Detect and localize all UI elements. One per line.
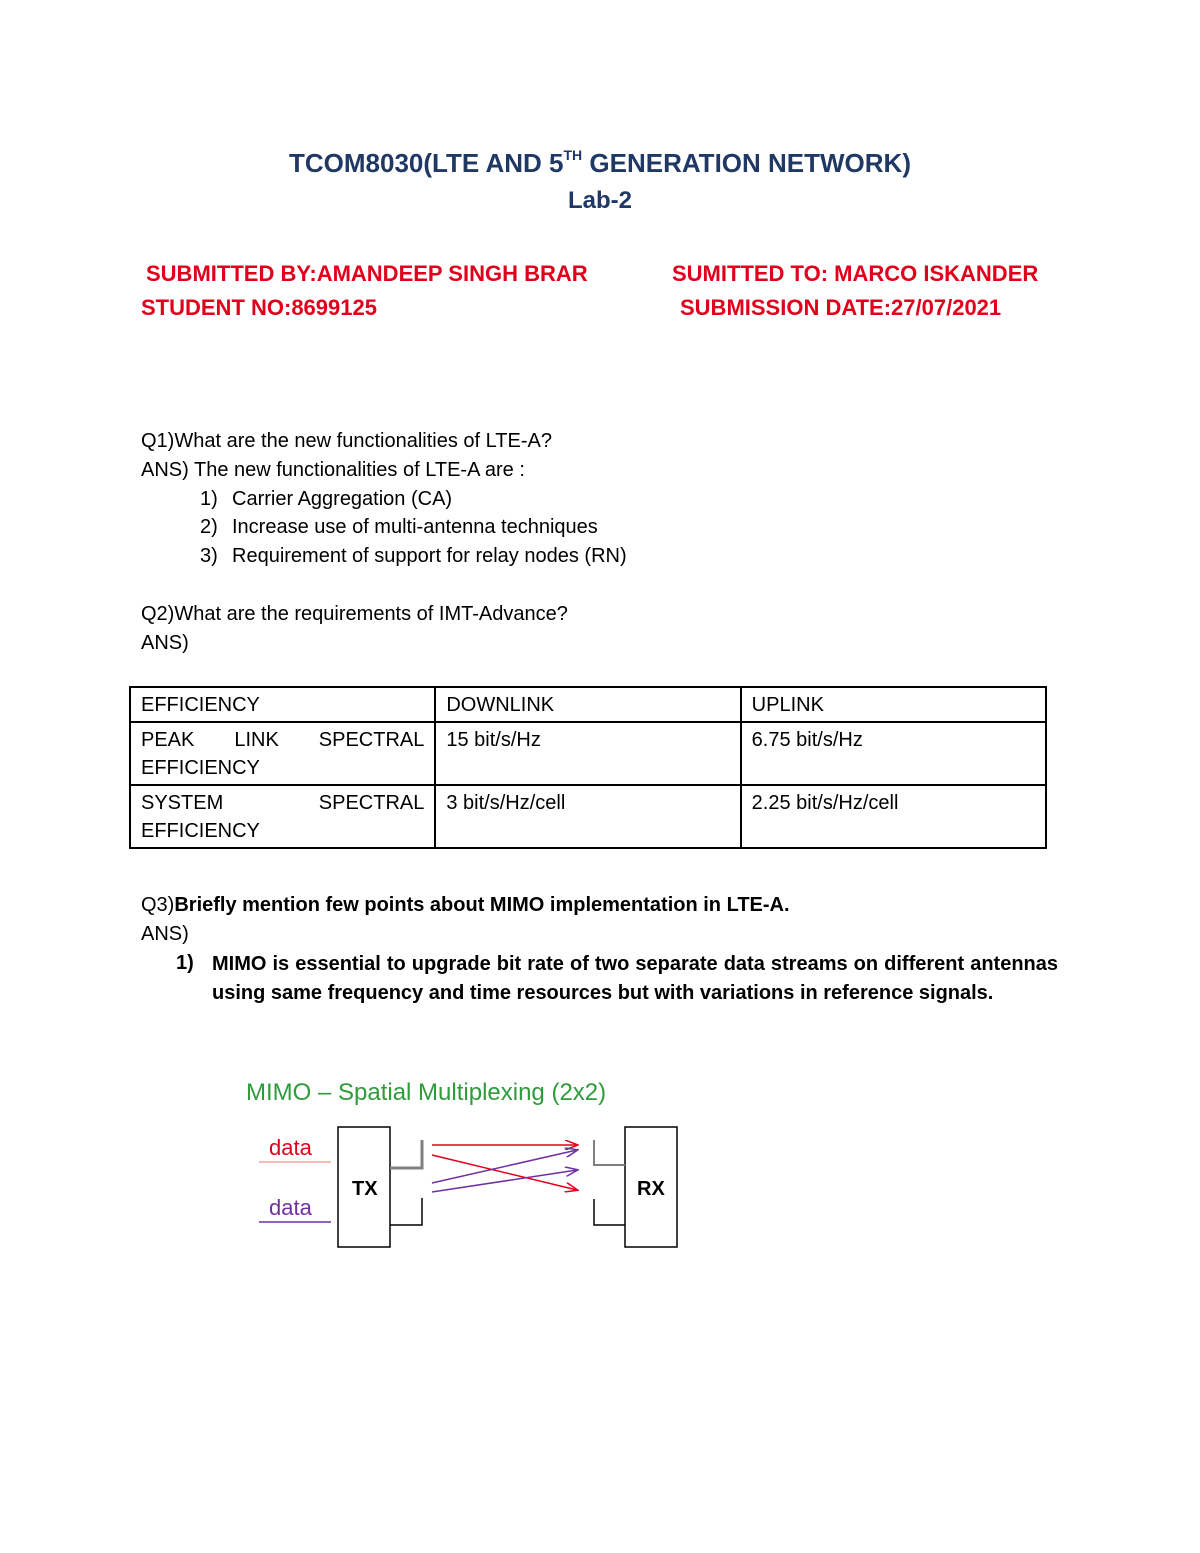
- list-number: 1): [200, 488, 218, 510]
- table-header-cell: UPLINK: [741, 687, 1046, 722]
- table-cell: 2.25 bit/s/Hz/cell: [741, 785, 1046, 848]
- title-superscript: TH: [563, 147, 583, 163]
- list-number: 2): [200, 516, 218, 538]
- rx-antenna-bottom-icon: [594, 1199, 625, 1225]
- table-header-cell: EFFICIENCY: [130, 687, 435, 722]
- q3-question-text: Briefly mention few points about MIMO implementation in LTE-A.: [174, 894, 790, 916]
- table-cell: PEAK LINK SPECTRAL EFFICIENCY: [130, 722, 435, 785]
- submission-date: SUBMISSION DATE:27/07/2021: [680, 295, 1002, 320]
- q3-item-number: 1): [176, 952, 194, 974]
- list-text: Requirement of support for relay nodes (RN): [232, 545, 627, 567]
- q1-answer-intro: ANS) The new functionalities of LTE-A are :: [141, 459, 525, 481]
- table-cell: 3 bit/s/Hz/cell: [435, 785, 740, 848]
- list-text: Increase use of multi-antenna techniques: [232, 516, 598, 538]
- q1-question: Q1)What are the new functionalities of LTE-A?: [141, 430, 552, 452]
- q3-answer: ANS): [141, 923, 189, 945]
- rx-label: RX: [637, 1178, 665, 1200]
- tx-label: TX: [352, 1178, 378, 1200]
- table-cell: SYSTEM SPECTRAL EFFICIENCY: [130, 785, 435, 848]
- q2-question: Q2)What are the requirements of IMT-Advance?: [141, 603, 568, 625]
- lab-number: Lab-2: [567, 187, 632, 214]
- q3-prefix: Q3): [141, 894, 175, 916]
- table-cell: 6.75 bit/s/Hz: [741, 722, 1046, 785]
- submitted-to: SUMITTED TO: MARCO ISKANDER: [672, 261, 1039, 286]
- data-label-top: data: [269, 1135, 312, 1160]
- q3-item-text: MIMO is essential to upgrade bit rate of two separate data streams on different antennas using same frequency and time resources but with variations in reference signals.: [212, 953, 1058, 1004]
- data-label-bottom: data: [269, 1195, 312, 1220]
- student-number: STUDENT NO:8699125: [141, 295, 377, 320]
- rx-antenna-top-icon: [594, 1140, 625, 1165]
- list-number: 3): [200, 545, 218, 567]
- q2-answer: ANS): [141, 632, 189, 654]
- arrow-red-cross: [432, 1155, 577, 1190]
- diagram-title: MIMO – Spatial Multiplexing (2x2): [246, 1079, 607, 1106]
- submitted-by: SUBMITTED BY:AMANDEEP SINGH BRAR: [146, 261, 588, 286]
- list-text: Carrier Aggregation (CA): [232, 488, 453, 510]
- arrow-purple-straight: [432, 1170, 577, 1192]
- table-cell: 15 bit/s/Hz: [435, 722, 740, 785]
- title-text-suffix: GENERATION NETWORK): [582, 148, 911, 178]
- tx-antenna-bottom-icon: [390, 1198, 422, 1225]
- table-header-cell: DOWNLINK: [435, 687, 740, 722]
- arrow-purple-cross: [432, 1150, 577, 1183]
- title-text: TCOM8030(LTE AND 5: [288, 148, 564, 178]
- tx-antenna-top-icon: [390, 1140, 422, 1168]
